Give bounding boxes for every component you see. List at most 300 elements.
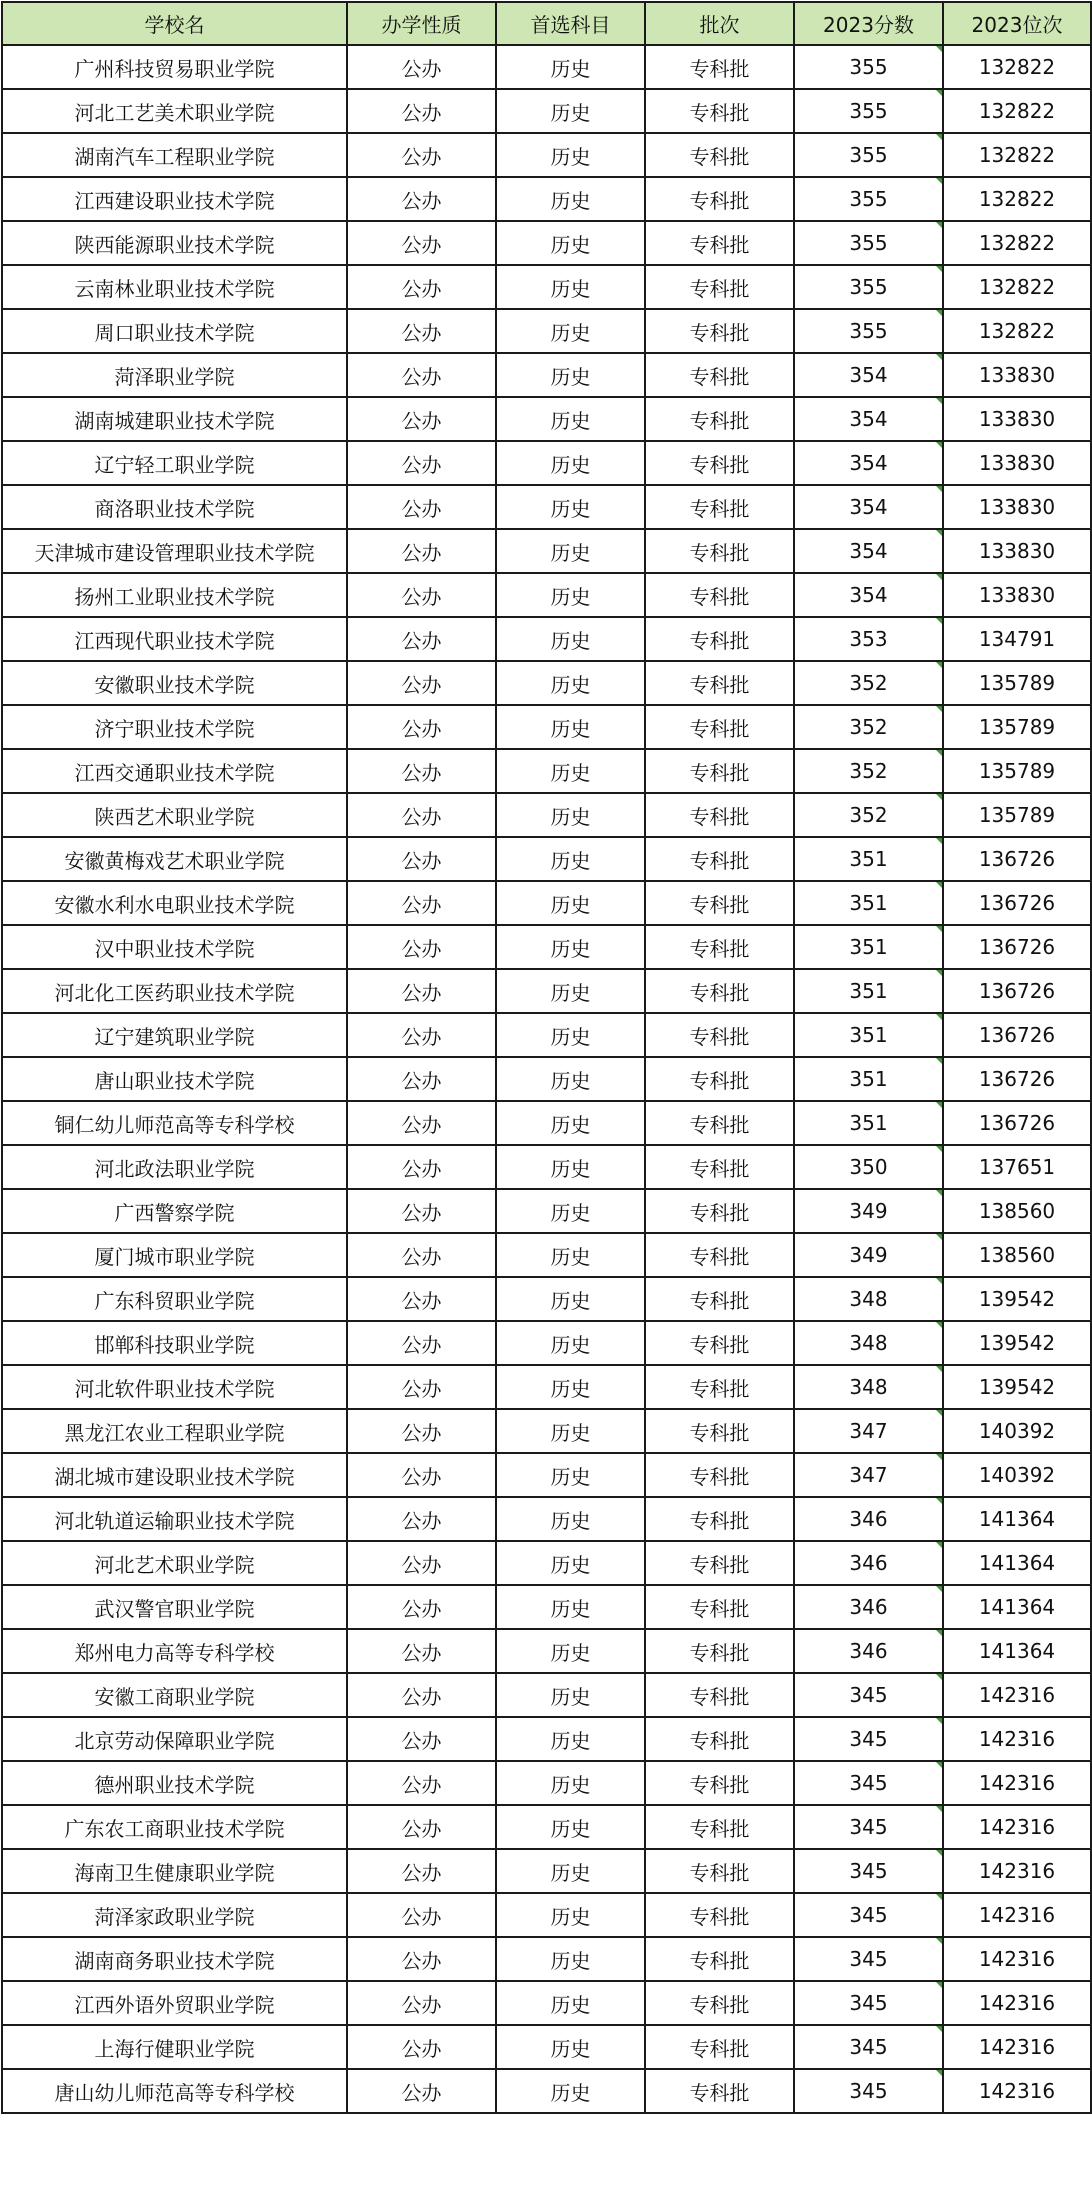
rank-cell: 140392 bbox=[943, 1453, 1091, 1497]
table-row bbox=[2, 1849, 1091, 1893]
school-name-cell: 河北软件职业技术学院 bbox=[2, 1365, 347, 1409]
table-row bbox=[2, 133, 1091, 177]
score-cell: 346 bbox=[794, 1585, 943, 1629]
school-type-cell: 公办 bbox=[347, 925, 496, 969]
table-row bbox=[2, 221, 1091, 265]
rank-cell: 132822 bbox=[943, 309, 1091, 353]
school-name-cell: 云南林业职业技术学院 bbox=[2, 265, 347, 309]
table-row bbox=[2, 1453, 1091, 1497]
batch-cell: 专科批 bbox=[645, 133, 794, 177]
table-row bbox=[2, 1629, 1091, 1673]
primary-subject-cell: 历史 bbox=[496, 353, 645, 397]
table-row bbox=[2, 1409, 1091, 1453]
school-name-cell: 广西警察学院 bbox=[2, 1189, 347, 1233]
score-cell: 355 bbox=[794, 309, 943, 353]
school-name-cell: 菏泽职业学院 bbox=[2, 353, 347, 397]
rank-cell: 136726 bbox=[943, 925, 1091, 969]
school-type-cell: 公办 bbox=[347, 1233, 496, 1277]
school-type-cell: 公办 bbox=[347, 265, 496, 309]
score-cell: 354 bbox=[794, 485, 943, 529]
school-type-cell: 公办 bbox=[347, 1101, 496, 1145]
school-type-cell: 公办 bbox=[347, 1409, 496, 1453]
rank-cell: 138560 bbox=[943, 1233, 1091, 1277]
school-type-cell: 公办 bbox=[347, 1937, 496, 1981]
batch-cell: 专科批 bbox=[645, 573, 794, 617]
primary-subject-cell: 历史 bbox=[496, 1981, 645, 2025]
score-cell: 348 bbox=[794, 1365, 943, 1409]
primary-subject-cell: 历史 bbox=[496, 881, 645, 925]
batch-cell: 专科批 bbox=[645, 925, 794, 969]
school-name-cell: 湖南商务职业技术学院 bbox=[2, 1937, 347, 1981]
primary-subject-cell: 历史 bbox=[496, 925, 645, 969]
table-row bbox=[2, 1981, 1091, 2025]
score-cell: 346 bbox=[794, 1497, 943, 1541]
rank-cell: 135789 bbox=[943, 661, 1091, 705]
score-cell: 345 bbox=[794, 1761, 943, 1805]
header-score-2023: 2023分数 bbox=[794, 2, 943, 45]
score-cell: 352 bbox=[794, 661, 943, 705]
primary-subject-cell: 历史 bbox=[496, 1673, 645, 1717]
score-cell: 354 bbox=[794, 529, 943, 573]
header-school-type: 办学性质 bbox=[347, 2, 496, 45]
table-row bbox=[2, 1761, 1091, 1805]
rank-cell: 136726 bbox=[943, 969, 1091, 1013]
batch-cell: 专科批 bbox=[645, 661, 794, 705]
primary-subject-cell: 历史 bbox=[496, 441, 645, 485]
primary-subject-cell: 历史 bbox=[496, 1365, 645, 1409]
score-cell: 345 bbox=[794, 1981, 943, 2025]
school-type-cell: 公办 bbox=[347, 529, 496, 573]
score-cell: 351 bbox=[794, 837, 943, 881]
batch-cell: 专科批 bbox=[645, 1101, 794, 1145]
primary-subject-cell: 历史 bbox=[496, 705, 645, 749]
score-cell: 352 bbox=[794, 705, 943, 749]
rank-cell: 141364 bbox=[943, 1629, 1091, 1673]
table-row bbox=[2, 1145, 1091, 1189]
school-type-cell: 公办 bbox=[347, 177, 496, 221]
primary-subject-cell: 历史 bbox=[496, 1717, 645, 1761]
batch-cell: 专科批 bbox=[645, 1673, 794, 1717]
rank-cell: 142316 bbox=[943, 1893, 1091, 1937]
score-cell: 349 bbox=[794, 1189, 943, 1233]
school-type-cell: 公办 bbox=[347, 1717, 496, 1761]
primary-subject-cell: 历史 bbox=[496, 1233, 645, 1277]
primary-subject-cell: 历史 bbox=[496, 89, 645, 133]
school-name-cell: 海南卫生健康职业学院 bbox=[2, 1849, 347, 1893]
score-cell: 351 bbox=[794, 925, 943, 969]
school-name-cell: 河北化工医药职业技术学院 bbox=[2, 969, 347, 1013]
score-cell: 348 bbox=[794, 1277, 943, 1321]
primary-subject-cell: 历史 bbox=[496, 793, 645, 837]
rank-cell: 142316 bbox=[943, 1717, 1091, 1761]
school-name-cell: 河北工艺美术职业学院 bbox=[2, 89, 347, 133]
table-row bbox=[2, 881, 1091, 925]
school-type-cell: 公办 bbox=[347, 1057, 496, 1101]
primary-subject-cell: 历史 bbox=[496, 1849, 645, 1893]
school-name-cell: 扬州工业职业技术学院 bbox=[2, 573, 347, 617]
rank-cell: 141364 bbox=[943, 1585, 1091, 1629]
score-cell: 351 bbox=[794, 969, 943, 1013]
school-type-cell: 公办 bbox=[347, 1585, 496, 1629]
batch-cell: 专科批 bbox=[645, 1937, 794, 1981]
batch-cell: 专科批 bbox=[645, 1189, 794, 1233]
batch-cell: 专科批 bbox=[645, 1761, 794, 1805]
primary-subject-cell: 历史 bbox=[496, 45, 645, 89]
table-body bbox=[2, 45, 1091, 2113]
batch-cell: 专科批 bbox=[645, 221, 794, 265]
rank-cell: 135789 bbox=[943, 749, 1091, 793]
score-cell: 345 bbox=[794, 2069, 943, 2113]
score-cell: 350 bbox=[794, 1145, 943, 1189]
header-primary-subject: 首选科目 bbox=[496, 2, 645, 45]
table-row bbox=[2, 1805, 1091, 1849]
table-row bbox=[2, 1057, 1091, 1101]
school-name-cell: 菏泽家政职业学院 bbox=[2, 1893, 347, 1937]
rank-cell: 133830 bbox=[943, 353, 1091, 397]
batch-cell: 专科批 bbox=[645, 1629, 794, 1673]
rank-cell: 133830 bbox=[943, 529, 1091, 573]
header-rank-2023: 2023位次 bbox=[943, 2, 1091, 45]
school-type-cell: 公办 bbox=[347, 1673, 496, 1717]
primary-subject-cell: 历史 bbox=[496, 749, 645, 793]
primary-subject-cell: 历史 bbox=[496, 1189, 645, 1233]
school-name-cell: 周口职业技术学院 bbox=[2, 309, 347, 353]
school-type-cell: 公办 bbox=[347, 573, 496, 617]
rank-cell: 133830 bbox=[943, 441, 1091, 485]
table-row bbox=[2, 925, 1091, 969]
table-row bbox=[2, 2069, 1091, 2113]
batch-cell: 专科批 bbox=[645, 1453, 794, 1497]
primary-subject-cell: 历史 bbox=[496, 573, 645, 617]
table-row bbox=[2, 661, 1091, 705]
header-school-name: 学校名 bbox=[2, 2, 347, 45]
header-row bbox=[2, 2, 1091, 45]
school-type-cell: 公办 bbox=[347, 1805, 496, 1849]
batch-cell: 专科批 bbox=[645, 529, 794, 573]
table-row bbox=[2, 1233, 1091, 1277]
score-cell: 349 bbox=[794, 1233, 943, 1277]
score-cell: 348 bbox=[794, 1321, 943, 1365]
table-row bbox=[2, 1013, 1091, 1057]
rank-cell: 142316 bbox=[943, 1937, 1091, 1981]
school-type-cell: 公办 bbox=[347, 441, 496, 485]
batch-cell: 专科批 bbox=[645, 1321, 794, 1365]
batch-cell: 专科批 bbox=[645, 265, 794, 309]
school-name-cell: 湖北城市建设职业技术学院 bbox=[2, 1453, 347, 1497]
batch-cell: 专科批 bbox=[645, 309, 794, 353]
school-type-cell: 公办 bbox=[347, 1013, 496, 1057]
batch-cell: 专科批 bbox=[645, 45, 794, 89]
score-cell: 352 bbox=[794, 749, 943, 793]
table-row bbox=[2, 529, 1091, 573]
school-type-cell: 公办 bbox=[347, 1761, 496, 1805]
school-type-cell: 公办 bbox=[347, 793, 496, 837]
primary-subject-cell: 历史 bbox=[496, 617, 645, 661]
primary-subject-cell: 历史 bbox=[496, 1453, 645, 1497]
table-row bbox=[2, 1585, 1091, 1629]
rank-cell: 132822 bbox=[943, 177, 1091, 221]
batch-cell: 专科批 bbox=[645, 793, 794, 837]
school-name-cell: 陕西能源职业技术学院 bbox=[2, 221, 347, 265]
score-cell: 353 bbox=[794, 617, 943, 661]
primary-subject-cell: 历史 bbox=[496, 1101, 645, 1145]
batch-cell: 专科批 bbox=[645, 1541, 794, 1585]
school-type-cell: 公办 bbox=[347, 705, 496, 749]
score-cell: 352 bbox=[794, 793, 943, 837]
school-type-cell: 公办 bbox=[347, 749, 496, 793]
batch-cell: 专科批 bbox=[645, 1409, 794, 1453]
rank-cell: 133830 bbox=[943, 485, 1091, 529]
school-type-cell: 公办 bbox=[347, 1365, 496, 1409]
school-name-cell: 广州科技贸易职业学院 bbox=[2, 45, 347, 89]
score-cell: 354 bbox=[794, 441, 943, 485]
school-type-cell: 公办 bbox=[347, 1277, 496, 1321]
school-type-cell: 公办 bbox=[347, 1849, 496, 1893]
school-type-cell: 公办 bbox=[347, 45, 496, 89]
rank-cell: 136726 bbox=[943, 881, 1091, 925]
score-cell: 347 bbox=[794, 1453, 943, 1497]
school-type-cell: 公办 bbox=[347, 969, 496, 1013]
school-name-cell: 江西现代职业技术学院 bbox=[2, 617, 347, 661]
primary-subject-cell: 历史 bbox=[496, 2025, 645, 2069]
school-type-cell: 公办 bbox=[347, 617, 496, 661]
school-name-cell: 江西外语外贸职业学院 bbox=[2, 1981, 347, 2025]
rank-cell: 140392 bbox=[943, 1409, 1091, 1453]
school-name-cell: 安徽工商职业学院 bbox=[2, 1673, 347, 1717]
batch-cell: 专科批 bbox=[645, 1233, 794, 1277]
rank-cell: 135789 bbox=[943, 793, 1091, 837]
table-row bbox=[2, 1541, 1091, 1585]
school-type-cell: 公办 bbox=[347, 1321, 496, 1365]
rank-cell: 134791 bbox=[943, 617, 1091, 661]
batch-cell: 专科批 bbox=[645, 969, 794, 1013]
batch-cell: 专科批 bbox=[645, 441, 794, 485]
primary-subject-cell: 历史 bbox=[496, 1893, 645, 1937]
batch-cell: 专科批 bbox=[645, 1893, 794, 1937]
batch-cell: 专科批 bbox=[645, 177, 794, 221]
table-row bbox=[2, 793, 1091, 837]
primary-subject-cell: 历史 bbox=[496, 133, 645, 177]
school-type-cell: 公办 bbox=[347, 837, 496, 881]
school-name-cell: 上海行健职业学院 bbox=[2, 2025, 347, 2069]
school-name-cell: 济宁职业技术学院 bbox=[2, 705, 347, 749]
school-name-cell: 北京劳动保障职业学院 bbox=[2, 1717, 347, 1761]
table-row bbox=[2, 705, 1091, 749]
school-type-cell: 公办 bbox=[347, 881, 496, 925]
batch-cell: 专科批 bbox=[645, 705, 794, 749]
rank-cell: 132822 bbox=[943, 89, 1091, 133]
school-type-cell: 公办 bbox=[347, 1541, 496, 1585]
primary-subject-cell: 历史 bbox=[496, 1409, 645, 1453]
school-name-cell: 辽宁建筑职业学院 bbox=[2, 1013, 347, 1057]
score-cell: 346 bbox=[794, 1541, 943, 1585]
score-cell: 345 bbox=[794, 1805, 943, 1849]
table-row bbox=[2, 1673, 1091, 1717]
score-table bbox=[1, 1, 1092, 2114]
school-name-cell: 商洛职业技术学院 bbox=[2, 485, 347, 529]
score-cell: 345 bbox=[794, 2025, 943, 2069]
primary-subject-cell: 历史 bbox=[496, 1497, 645, 1541]
table-row bbox=[2, 1365, 1091, 1409]
rank-cell: 138560 bbox=[943, 1189, 1091, 1233]
table-row bbox=[2, 1937, 1091, 1981]
school-type-cell: 公办 bbox=[347, 309, 496, 353]
score-cell: 355 bbox=[794, 177, 943, 221]
school-type-cell: 公办 bbox=[347, 2069, 496, 2113]
score-cell: 345 bbox=[794, 1893, 943, 1937]
batch-cell: 专科批 bbox=[645, 1981, 794, 2025]
batch-cell: 专科批 bbox=[645, 1497, 794, 1541]
batch-cell: 专科批 bbox=[645, 1365, 794, 1409]
school-name-cell: 辽宁轻工职业学院 bbox=[2, 441, 347, 485]
batch-cell: 专科批 bbox=[645, 2025, 794, 2069]
school-name-cell: 邯郸科技职业学院 bbox=[2, 1321, 347, 1365]
primary-subject-cell: 历史 bbox=[496, 265, 645, 309]
primary-subject-cell: 历史 bbox=[496, 1013, 645, 1057]
table-header bbox=[2, 2, 1091, 45]
table-row bbox=[2, 1101, 1091, 1145]
primary-subject-cell: 历史 bbox=[496, 1321, 645, 1365]
rank-cell: 136726 bbox=[943, 1057, 1091, 1101]
primary-subject-cell: 历史 bbox=[496, 2069, 645, 2113]
table-row bbox=[2, 617, 1091, 661]
rank-cell: 142316 bbox=[943, 1761, 1091, 1805]
primary-subject-cell: 历史 bbox=[496, 1057, 645, 1101]
rank-cell: 142316 bbox=[943, 1981, 1091, 2025]
score-cell: 345 bbox=[794, 1937, 943, 1981]
primary-subject-cell: 历史 bbox=[496, 1585, 645, 1629]
table-row bbox=[2, 89, 1091, 133]
score-cell: 347 bbox=[794, 1409, 943, 1453]
score-cell: 345 bbox=[794, 1673, 943, 1717]
rank-cell: 136726 bbox=[943, 837, 1091, 881]
batch-cell: 专科批 bbox=[645, 485, 794, 529]
table-row bbox=[2, 485, 1091, 529]
school-name-cell: 武汉警官职业学院 bbox=[2, 1585, 347, 1629]
batch-cell: 专科批 bbox=[645, 2069, 794, 2113]
batch-cell: 专科批 bbox=[645, 1717, 794, 1761]
school-name-cell: 唐山职业技术学院 bbox=[2, 1057, 347, 1101]
primary-subject-cell: 历史 bbox=[496, 969, 645, 1013]
school-type-cell: 公办 bbox=[347, 485, 496, 529]
school-name-cell: 河北政法职业学院 bbox=[2, 1145, 347, 1189]
rank-cell: 136726 bbox=[943, 1013, 1091, 1057]
batch-cell: 专科批 bbox=[645, 749, 794, 793]
school-name-cell: 湖南城建职业技术学院 bbox=[2, 397, 347, 441]
school-type-cell: 公办 bbox=[347, 2025, 496, 2069]
batch-cell: 专科批 bbox=[645, 1805, 794, 1849]
school-type-cell: 公办 bbox=[347, 1497, 496, 1541]
batch-cell: 专科批 bbox=[645, 617, 794, 661]
batch-cell: 专科批 bbox=[645, 1585, 794, 1629]
table-row bbox=[2, 2025, 1091, 2069]
rank-cell: 132822 bbox=[943, 133, 1091, 177]
school-name-cell: 广东农工商职业技术学院 bbox=[2, 1805, 347, 1849]
rank-cell: 139542 bbox=[943, 1321, 1091, 1365]
school-type-cell: 公办 bbox=[347, 1981, 496, 2025]
batch-cell: 专科批 bbox=[645, 397, 794, 441]
school-name-cell: 厦门城市职业学院 bbox=[2, 1233, 347, 1277]
table-row bbox=[2, 1321, 1091, 1365]
school-name-cell: 天津城市建设管理职业技术学院 bbox=[2, 529, 347, 573]
school-name-cell: 德州职业技术学院 bbox=[2, 1761, 347, 1805]
school-type-cell: 公办 bbox=[347, 353, 496, 397]
table-row bbox=[2, 353, 1091, 397]
table-row bbox=[2, 1497, 1091, 1541]
table-row bbox=[2, 749, 1091, 793]
primary-subject-cell: 历史 bbox=[496, 221, 645, 265]
rank-cell: 136726 bbox=[943, 1101, 1091, 1145]
school-name-cell: 河北轨道运输职业技术学院 bbox=[2, 1497, 347, 1541]
table-row bbox=[2, 1717, 1091, 1761]
primary-subject-cell: 历史 bbox=[496, 1277, 645, 1321]
school-type-cell: 公办 bbox=[347, 1893, 496, 1937]
primary-subject-cell: 历史 bbox=[496, 837, 645, 881]
batch-cell: 专科批 bbox=[645, 89, 794, 133]
batch-cell: 专科批 bbox=[645, 353, 794, 397]
score-cell: 351 bbox=[794, 1057, 943, 1101]
score-cell: 345 bbox=[794, 1849, 943, 1893]
rank-cell: 142316 bbox=[943, 1849, 1091, 1893]
rank-cell: 141364 bbox=[943, 1541, 1091, 1585]
table-row bbox=[2, 1277, 1091, 1321]
primary-subject-cell: 历史 bbox=[496, 309, 645, 353]
primary-subject-cell: 历史 bbox=[496, 1805, 645, 1849]
score-cell: 355 bbox=[794, 221, 943, 265]
primary-subject-cell: 历史 bbox=[496, 661, 645, 705]
school-name-cell: 安徽水利水电职业技术学院 bbox=[2, 881, 347, 925]
rank-cell: 132822 bbox=[943, 265, 1091, 309]
rank-cell: 132822 bbox=[943, 221, 1091, 265]
table-row bbox=[2, 441, 1091, 485]
school-type-cell: 公办 bbox=[347, 221, 496, 265]
batch-cell: 专科批 bbox=[645, 837, 794, 881]
primary-subject-cell: 历史 bbox=[496, 1629, 645, 1673]
batch-cell: 专科批 bbox=[645, 1057, 794, 1101]
score-cell: 355 bbox=[794, 265, 943, 309]
table-row bbox=[2, 309, 1091, 353]
table-row bbox=[2, 1189, 1091, 1233]
batch-cell: 专科批 bbox=[645, 1013, 794, 1057]
rank-cell: 132822 bbox=[943, 45, 1091, 89]
score-cell: 351 bbox=[794, 881, 943, 925]
rank-cell: 133830 bbox=[943, 573, 1091, 617]
school-name-cell: 郑州电力高等专科学校 bbox=[2, 1629, 347, 1673]
score-cell: 354 bbox=[794, 573, 943, 617]
school-type-cell: 公办 bbox=[347, 89, 496, 133]
school-name-cell: 安徽黄梅戏艺术职业学院 bbox=[2, 837, 347, 881]
school-name-cell: 江西交通职业技术学院 bbox=[2, 749, 347, 793]
primary-subject-cell: 历史 bbox=[496, 1541, 645, 1585]
batch-cell: 专科批 bbox=[645, 1849, 794, 1893]
primary-subject-cell: 历史 bbox=[496, 397, 645, 441]
table-row bbox=[2, 969, 1091, 1013]
school-type-cell: 公办 bbox=[347, 1145, 496, 1189]
primary-subject-cell: 历史 bbox=[496, 485, 645, 529]
school-type-cell: 公办 bbox=[347, 397, 496, 441]
rank-cell: 142316 bbox=[943, 2025, 1091, 2069]
score-cell: 346 bbox=[794, 1629, 943, 1673]
header-batch: 批次 bbox=[645, 2, 794, 45]
batch-cell: 专科批 bbox=[645, 1145, 794, 1189]
rank-cell: 141364 bbox=[943, 1497, 1091, 1541]
primary-subject-cell: 历史 bbox=[496, 529, 645, 573]
score-cell: 351 bbox=[794, 1013, 943, 1057]
score-cell: 355 bbox=[794, 89, 943, 133]
rank-cell: 139542 bbox=[943, 1277, 1091, 1321]
school-name-cell: 铜仁幼儿师范高等专科学校 bbox=[2, 1101, 347, 1145]
primary-subject-cell: 历史 bbox=[496, 1761, 645, 1805]
